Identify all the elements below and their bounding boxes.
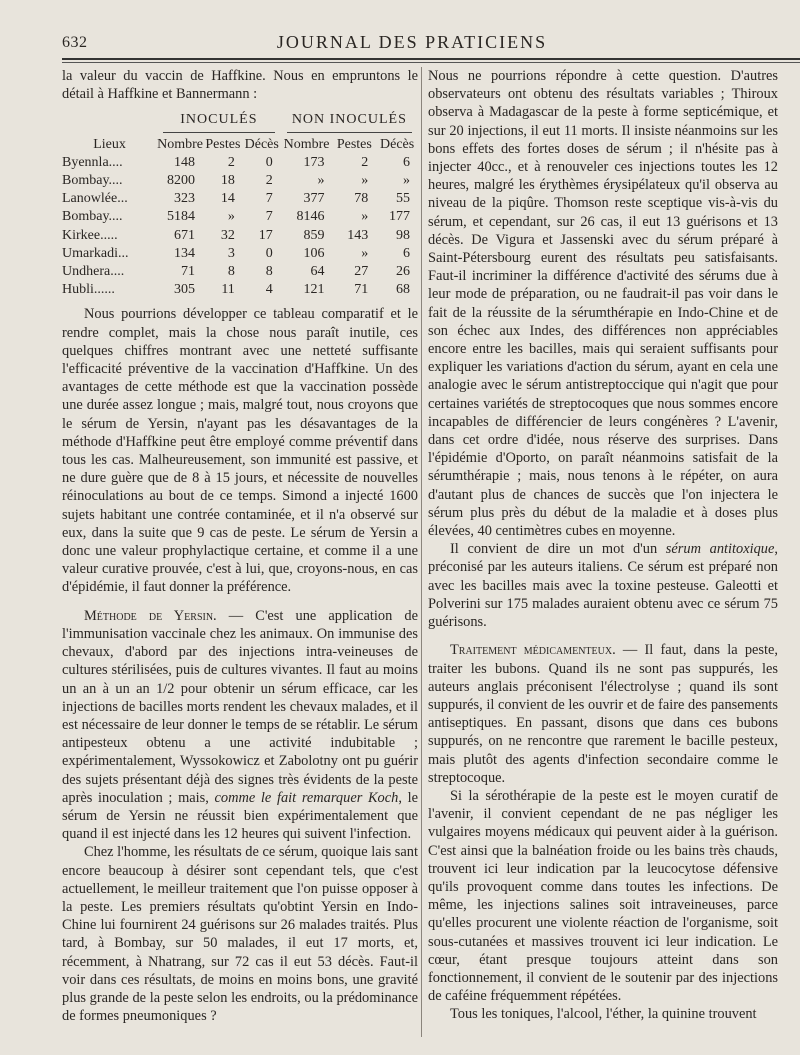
table-cell-place: Hubli......: [62, 282, 115, 298]
table-cell-value: »: [361, 245, 369, 261]
table-cell-place: Lanowlée...: [62, 191, 128, 207]
journal-title: JOURNAL DES PRATICIENS: [276, 32, 548, 52]
paragraph-tonics: Tous les toniques, l'alcool, l'éther, la quinine trouvent: [450, 1006, 757, 1023]
table-cell-value: 859: [303, 227, 325, 243]
table-cell-value: 68: [396, 282, 410, 298]
table-cell-value: »: [403, 173, 410, 189]
table-header-cell: Décès: [380, 136, 415, 152]
right-column: [428, 67, 778, 1024]
table-cell-value: 32: [220, 227, 235, 243]
table-cell-value: 55: [396, 191, 410, 207]
table-row: [62, 263, 418, 281]
table-cell-value: 26: [396, 264, 410, 280]
table-cell-value: 71: [354, 282, 369, 298]
table-header-cell: Pestes: [336, 136, 372, 152]
table-cell-value: 323: [173, 191, 195, 207]
table-cell-value: 6: [403, 154, 410, 170]
table-cell-value: 305: [173, 282, 195, 298]
table-row: [62, 281, 418, 299]
table-cell-value: 7: [265, 209, 273, 225]
table-cell-value: 134: [173, 245, 195, 261]
antitoxic-text-b: , préconisé par les auteurs italiens. Ce sérum est préparé non avec les bacilles mais avec la toxine pesteuse. Galeotti et Polverini sur 175 malades auraient obtenu avec ce sérum 75 guérisons.: [428, 541, 778, 631]
table-cell-value: »: [227, 209, 235, 225]
table-cell-value: 8200: [166, 173, 195, 189]
header-rule: [62, 58, 800, 60]
table-cell-value: 14: [220, 191, 235, 207]
table-header-cell: Pestes: [205, 136, 241, 152]
table-cell-value: »: [317, 173, 325, 189]
table-cell-value: »: [361, 173, 369, 189]
table-cell-value: 18: [220, 173, 235, 189]
table-row: [62, 227, 418, 245]
table-cell-value: 6: [403, 245, 410, 261]
table-cell-value: 0: [265, 154, 273, 170]
table-header-row: [62, 136, 418, 154]
table-row: [62, 208, 418, 226]
table-header-cell: Nombre: [283, 136, 330, 152]
table-cell-value: 3: [227, 245, 235, 261]
table-cell-value: 71: [180, 264, 195, 280]
group-inoculated-label: INOCULÉS: [180, 112, 258, 128]
table-cell-value: 2: [227, 154, 235, 170]
haffkine-table: [62, 111, 418, 299]
table-cell-place: Kirkee.....: [62, 227, 118, 243]
yersin-text-emphasis: comme le fait remarquer Koch: [214, 789, 399, 806]
heading-yersin-method: Méthode de Yersin.: [84, 607, 217, 624]
table-cell-value: 8: [227, 264, 235, 280]
table-row: [62, 190, 418, 208]
medical-treatment-text: — Il faut, dans la peste, traiter les bubons. Quand ils ne sont pas suppurés, les auteurs anglais préconisent l'électrolyse ; quand ils sont suppurés, il convient de les ouvrir et de faire des pansements antiseptiques. En passant, disons que dans ces bubons suppurés, on ne rencontre que rarement le bacille pesteux, mais plutôt des agents d'infection secondaire comme le streptocoque.: [428, 642, 778, 786]
table-cell-value: »: [361, 209, 369, 225]
table-cell-value: 177: [389, 209, 410, 225]
antitoxic-text-emphasis: sérum antitoxique: [665, 541, 775, 558]
intro-paragraph: la valeur du vaccin de Haffkine. Nous en empruntons le détail à Haffkine et Bannermann :: [62, 68, 418, 103]
paragraph-serotherapy: Si la sérothérapie de la peste est le moyen curatif de l'avenir, il convient cependant de ne pas négliger les vulgaires moyens médicaux qui peuvent aider à la guérison. C'est ainsi que la balnéation froide ou les bains très chauds, trouvent ici leur indication par la leucocytose défensive qu'ils provoquent comme dans toutes les infections. De même, les injections salines soit intraveineuses, parce qu'elles procurent une violente réaction de l'organisme, soit sous-cutanées et massives trouvent ici leur indication. Le cœur, étant presque toujours atteint dans son fonctionnement, il convient de le soutenir par des injections de caféine fréquemment répétées.: [428, 787, 778, 1005]
table-row: [62, 154, 418, 172]
table-cell-value: 78: [354, 191, 369, 207]
paragraph-yersin-method: [62, 607, 418, 844]
antitoxic-text-a: Il convient de dire un mot d'un: [450, 541, 666, 558]
header-rule-thin: [62, 62, 800, 63]
table-cell-value: 11: [221, 282, 235, 298]
paragraph-medical-treatment: [428, 641, 778, 787]
paragraph-human-results: Chez l'homme, les résultats de ce sérum, quoique lais sant encore beaucoup à désirer sont cependant tels, que c'est actuellement, le meilleur traitement que l'on puisse opposer à la peste. Les premiers résultats qu'obtint Yersin en Indo-Chine lui fournirent 24 guérisons sur 26 malades traités. Plus tard, à Bombay, sur 50 malades, il eut 17 morts, et, récemment, à Nhatrang, sur 72 cas il eut 53 décès. Faut-il voir dans ces résultats, de moins en moins bons, une gravité plus grande de la peste selon les endroits, ou la prédominance de formes pneumoniques ?: [62, 844, 418, 1025]
table-cell-value: 27: [354, 264, 369, 280]
table-cell-value: 121: [303, 282, 325, 298]
table-cell-value: 2: [361, 154, 369, 170]
brace-inoculated: [163, 132, 275, 133]
table-cell-value: 64: [310, 264, 325, 280]
table-header-cell: Nombre: [157, 136, 203, 152]
table-cell-value: 106: [303, 245, 325, 261]
brace-not-inoculated: [287, 132, 412, 133]
left-column: [62, 67, 418, 1025]
table-cell-value: 173: [303, 154, 325, 170]
table-header-cell: Décès: [244, 136, 279, 152]
table-cell-value: 377: [303, 191, 325, 207]
table-cell-place: Byennla....: [62, 154, 123, 170]
table-cell-value: 7: [265, 191, 273, 207]
table-cell-place: Umarkadi...: [62, 245, 129, 261]
table-cell-value: 4: [265, 282, 273, 298]
table-cell-place: Bombay....: [62, 209, 123, 225]
table-cell-value: 5184: [166, 209, 195, 225]
paragraph-antitoxic-serum: [428, 540, 778, 631]
column-separator: [421, 67, 422, 1037]
page-header: [62, 28, 762, 58]
table-row: [62, 172, 418, 190]
table-header-cell: Lieux: [93, 136, 126, 152]
paragraph-other-observers: Nous ne pourrions répondre à cette question. D'autres observateurs ont obtenu des résultats variables ; Thiroux observa à Madagascar de la peste à forme septicémique, et sur 20 injections, il eut 11 morts. Il insiste néanmoins sur les bons effets des fortes doses de sérum ; il n'hésite pas à injecter 40cc., et à renouveler ces injections toutes les 12 heures, malgré les érythèmes érysipélateux qu'il observa au niveau de la piqûre. Thomson reste sceptique vis-à-vis du sérum, et cependant, sur 26 cas, il eut 13 guérisons et 13 décès. De Vigura et Jassenski avec du sérum préparé à Saint-Pétersbourg eurent des résultats peu satisfaisants. Faut-il incriminer la différence d'activité des sérums due à leur mode de préparation, ou ne faudrait-il pas voir dans le fait de la réussite de la sérumthérapie en Indo-Chine et de son échec aux Indes, des différences non appréciables encore entre les bacilles, mais qui seraient suffisants pour expliquer les variations d'action du sérum, ayant en cela une analogie avec le sérum antistreptoccique qui n'agit que pour certaines variétés de streptocoques que nous sommes encore incapables de différencier de leurs congénères ? L'avenir, dans cet ordre d'idée, nous réserve des surprises. Dans l'épidémie d'Oporto, on paraît néanmoins satisfait de la sérumthérapie ; mais, nous tenons à le répéter, on aura d'autant plus de chances de succès que l'on injectera le sérum plus près du début de la maladie et à doses plus élevées, 40 centimètres cubes en moyenne.: [428, 68, 778, 540]
table-cell-value: 2: [265, 173, 273, 189]
yersin-text-a: — C'est une application de l'immunisation vaccinale chez les animaux. On immunise des chevaux, d'abord par des injections intra-veineuses de cultures stérilisées, puis de cultures vivantes. Il faut au moins un an à un an 1/2 pour obtenir un sérum efficace, car les injections de bacilles morts rendent les chevaux malades, et il est nécessaire de leur donner le temps de se rétablir. Le sérum antipesteux obtenu a une activité indubitable ; expérimentalement, Wyssokowicz et Zabolotny ont pu guérir des sujets présentant déjà des signes très évidents de la peste après inoculation ; mais,: [62, 607, 418, 806]
table-cell-value: 148: [173, 154, 195, 170]
page-number: 632: [62, 34, 88, 51]
table-cell-value: 0: [265, 245, 273, 261]
table-cell-value: 98: [396, 227, 410, 243]
table-cell-place: Undhera....: [62, 264, 125, 280]
table-cell-value: 671: [173, 227, 195, 243]
yersin-text-b: , le sérum de Yersin ne réussit bien expérimentalement que quand il est injecté dans les 12 heures qui suivent l'infection.: [62, 789, 418, 843]
table-cell-place: Bombay....: [62, 173, 123, 189]
table-row: [62, 245, 418, 263]
heading-medical-treatment: Traitement médicamenteux.: [450, 642, 616, 659]
table-cell-value: 143: [347, 227, 369, 243]
group-not-inoculated-label: NON INOCULÉS: [291, 112, 407, 128]
table-cell-value: 8146: [296, 209, 325, 225]
table-cell-value: 17: [258, 227, 273, 243]
table-cell-value: 8: [265, 264, 273, 280]
paragraph-comparison: Nous pourrions développer ce tableau comparatif et le rendre complet, mais la chose nous paraît inutile, ces quelques chiffres montrant avec une netteté suffisante l'efficacité préventive de la vaccination d'Haffkine. Un des avantages de cette méthode est que la vaccination possède une durée assez longue ; mais, malgré tout, nous croyons que le sérum de Yersin, n'ayant pas les désavantages de la méthode d'Haffkine peut être employé comme préventif dans tous les cas. Malheureusement, son immunité est passive, et ne dure guère que de 8 à 15 jours, et nécessite de nouvelles réinoculations au bout de ce temps. Simond a injecté 1600 sujets habitant une contrée contaminée, et il n'a observé sur eux, dans la suite que 9 cas de peste. Le sérum de Yersin a donc une valeur prophylactique certaine, et comme il a une valeur curative prouvée, c'est à lui, que, croyons-nous, en cas d'épidémie, il faut donner la préférence.: [62, 306, 418, 596]
